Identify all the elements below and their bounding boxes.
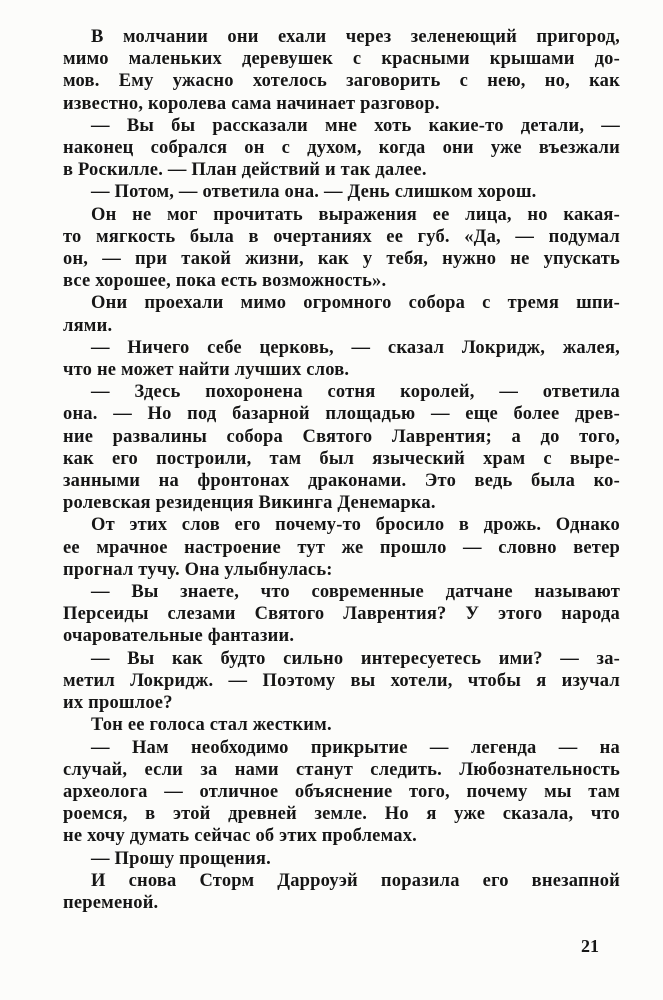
paragraph: [63, 381, 620, 514]
text-line: ее мрачное настроение тут же прошло — словно ветер: [63, 537, 620, 558]
text-line: метил Локридж. — Поэтому вы хотели, чтобы я изучал: [63, 670, 620, 691]
text-line: Он не мог прочитать выражения ее лица, но какая-: [91, 204, 620, 225]
text-line: В молчании они ехали через зеленеющий пригород,: [91, 27, 620, 47]
text-line: прогнал тучу. Она улыбнулась:: [63, 559, 333, 580]
text-line: лями.: [63, 315, 113, 336]
text-line: она. — Но под базарной площадью — еще более древ-: [63, 404, 620, 425]
paragraph: [63, 848, 620, 870]
paragraph: [63, 204, 620, 293]
text-block: [63, 26, 620, 914]
text-line: роемся, в этой древней земле. Но я уже сказала, что: [63, 804, 620, 825]
text-line: — Нам необходимо прикрытие — легенда — на: [91, 737, 620, 758]
page-number: 21: [581, 936, 599, 956]
paragraph: [63, 115, 620, 182]
text-line: — Потом, — ответила она. — День слишком хорош.: [91, 182, 537, 203]
text-line: И снова Сторм Дарроуэй поразила его внезапной: [91, 870, 620, 891]
text-line: археолога — отличное объяснение того, почему мы там: [63, 781, 620, 802]
text-line: он, — при такой жизни, как у тебя, нужно не упускать: [63, 249, 620, 270]
paragraph: [63, 648, 620, 715]
text-line: — Прошу прощения.: [91, 848, 271, 869]
paragraph: [63, 26, 620, 115]
paragraph: [63, 714, 620, 736]
paragraph: [63, 181, 620, 203]
text-line: ние развалины собора Святого Лаврентия; а до того,: [63, 426, 620, 447]
text-line: — Вы как будто сильно интересуетесь ими? — за-: [91, 648, 620, 669]
text-line: переменой.: [63, 892, 159, 913]
text-line: все хорошее, пока есть возможность».: [63, 271, 387, 292]
text-line: случай, если за нами станут следить. Любознательность: [63, 759, 620, 780]
text-line: — Вы знаете, что современные датчане называют: [91, 582, 620, 603]
paragraph: [63, 870, 620, 914]
text-line: мов. Ему ужасно хотелось заговорить с нею, но, как: [63, 71, 620, 92]
text-line: Они проехали мимо огромного собора с тремя шпи-: [91, 293, 620, 314]
paragraph: [63, 337, 620, 381]
text-line: в Роскилле. — План действий и так далее.: [63, 160, 427, 181]
text-line: — Здесь похоронена сотня королей, — ответила: [91, 382, 620, 403]
paragraph: [63, 737, 620, 848]
text-line: ролевская резиденция Викинга Денемарка.: [63, 493, 436, 514]
text-line: наконец собрался он с духом, когда они уже въезжали: [63, 138, 620, 159]
text-line: Тон ее голоса стал жестким.: [91, 715, 332, 736]
text-line: мимо маленьких деревушек с красными крышами до-: [63, 49, 620, 70]
text-line: известно, королева сама начинает разговор.: [63, 93, 440, 114]
text-line: занными на фронтонах драконами. Это ведь была ко-: [63, 471, 620, 492]
text-line: что не может найти лучших слов.: [63, 360, 350, 381]
text-line: как его построили, там был языческий храм с выре-: [63, 448, 620, 469]
text-line: то мягкость была в очертаниях ее губ. «Да, — подумал: [63, 226, 620, 247]
text-line: Персеиды слезами Святого Лаврентия? У этого народа: [63, 604, 620, 625]
text-line: не хочу думать сейчас об этих проблемах.: [63, 826, 417, 847]
paragraph: [63, 581, 620, 648]
paragraph: [63, 292, 620, 336]
text-line: — Вы бы рассказали мне хоть какие-то детали, —: [91, 115, 620, 136]
text-line: их прошлое?: [63, 693, 173, 714]
text-line: От этих слов его почему-то бросило в дрожь. Однако: [91, 515, 620, 536]
paragraph: [63, 514, 620, 581]
text-line: — Ничего себе церковь, — сказал Локридж, жалея,: [91, 337, 620, 358]
text-line: очаровательные фантазии.: [63, 626, 295, 647]
